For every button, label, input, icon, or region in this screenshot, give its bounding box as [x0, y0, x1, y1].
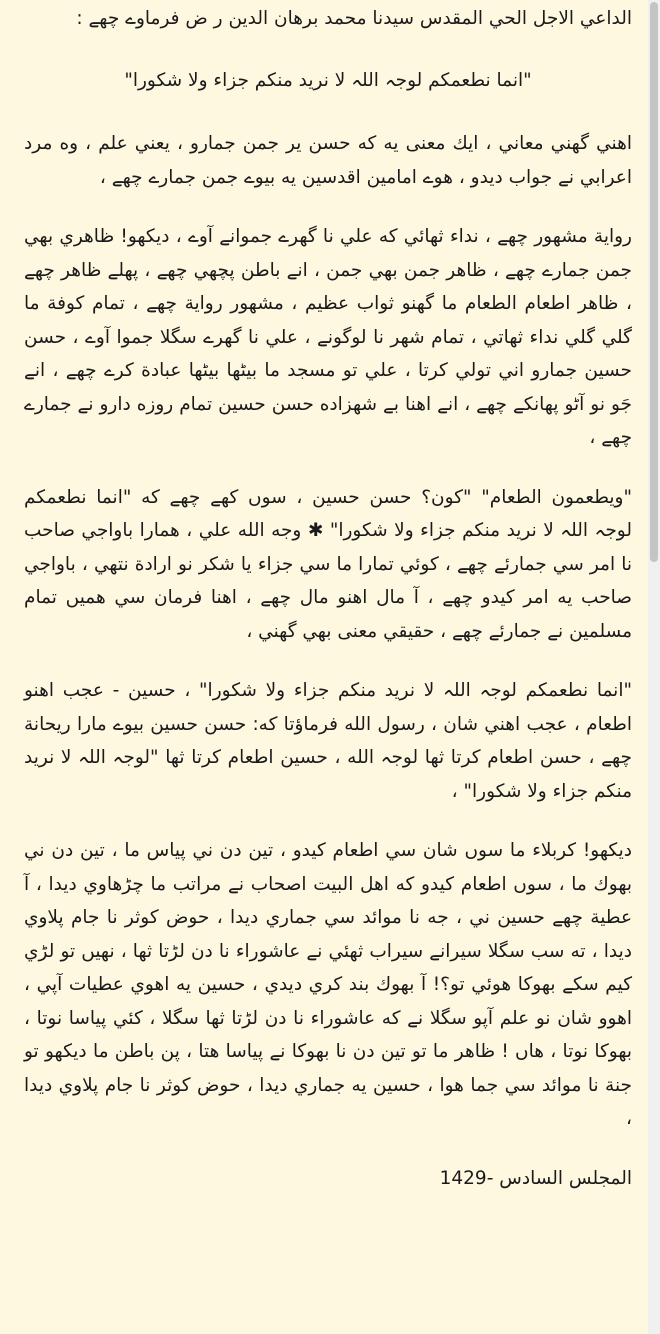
paragraph: اهني گهني معاني ، ايك معنى يه كه حسن ير جمن جمارو ، يعني علم ، وه مرد اعرابي نے جواب ديدو ، هوے امامين اقدسين يه بيوے جمن جمارے چھے ، [24, 133, 632, 188]
paragraph: "انما نطعمكم لوجہ اللہ لا نريد منكم جزاء ولا شكورا" ، حسين - عجب اهنو اطعام ، عجب اهني شان ، رسول الله فرماؤتا كه: حسن حسين بيوے مارا ريحانة چھے ، حسن اطعام كرتا ثها لوجہ الله ، حسين اطعام كرتا ثها "لوجہ اللہ لا نريد منكم جزاء ولا شكورا" ، [24, 680, 632, 802]
intro-line: الداعي الاجل الحي المقدس سيدنا محمد برهان الدين ر ض فرماوے چھے : [76, 8, 632, 29]
quranic-quote: "انما نطعمكم لوجہ اللہ لا نريد منكم جزاء ولا شكورا" [124, 69, 532, 91]
paragraph: رواية مشهور چھے ، نداء ثهائي كه علي نا گهرے جموانے آوے ، ديكهو! ظاهري بهي جمن جمارے چھے ، ظاهر جمن بهي جمن ، انے باطن پچهي چھے ، پهلے ظاهر چھے ، ظاهر اطعام الطعام ما گهنو ثواب عظيم ، مشهور رواية چھے ، تمام كوفة ما گلي گلي نداء ثهاتي ، تمام شهر نا لوگونے ، علي نا گهرے سگلا جموا آوے ، حسن حسين جمارو اني تولي كرتا ، علي تو مسجد ما بيٹها بيٹها عبادة كرے چھے ، انے جَو نو آٹو پهانكے چھے ، انے اهنا بے شهزاده حسن حسين تمام روزه دارو نے جمارے چھے ، [24, 226, 632, 448]
vertical-scrollbar[interactable] [648, 0, 660, 1334]
paragraph: "ويطعمون الطعام" "كون؟ حسن حسين ، سوں كهے چھے كه "انما نطعمكم لوجہ اللہ لا نريد منكم جزاء ولا شكورا" ✱ وجه الله علي ، همارا باواجي صاحب نا امر سي جمارئے چھے ، كوئي تمارا ما سي جزاء يا شكر نو ارادة نتهي ، باواجي صاحب يه امر كيدو چھے ، آ مال اهنو مال چھے ، اهنا فرمان سي هميں تمام مسلمين نے جمارئے چھے ، حقيقي معنى بهي گهني ، [24, 486, 632, 642]
scrollbar-thumb[interactable] [650, 2, 658, 562]
paragraph: ديكهو! كربلاء ما سوں شان سي اطعام كيدو ، تين دن ني پياس ما ، تين دن ني بهوك ما ، سوں اطعام كيدو كه اهل البيت اصحاب نے مراتب ما چڑهاوي ديدا ، آ عطية چھے حسين ني ، جه نا موائد سي جماري ديدا ، حوض كوثر نا جام پلاوي ديدا ، ته سب سگلا سيرانے سيراب ثهئي نے عاشوراء نا دن لڑتا ثها ، نهيں تو لڑي كيم سكے بهوكا هوئي تو؟! آ بهوك بند كري ديدي ، حسين يه اهوي عطيات آپي ، اهوو شان نو علم آپو سگلا نے كه عاشوراء نا دن لڑتا ثها سگلا ، كئي پياسا نوتا ، بهوكا نوتا ، هاں ! ظاهر ما تو تين دن نا بهوكا نے پياسا هتا ، پن باطن ما ديكهو تو جنة نا موائد سي جما هوا ، حسين يه جماري ديدا ، حوض كوثر نا جام پلاوي ديدا ، [24, 840, 632, 1129]
majlis-reference: المجلس السادس -1429 [439, 1167, 632, 1189]
